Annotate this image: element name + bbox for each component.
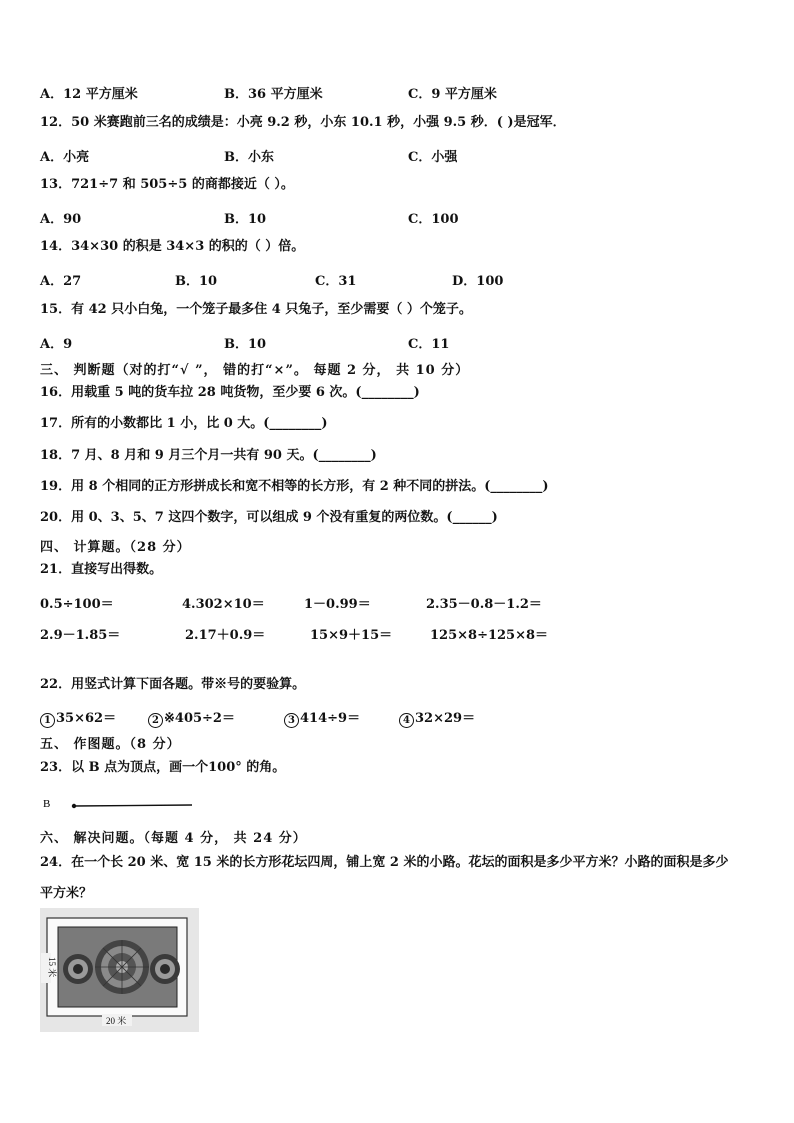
q21-row-1 [40,593,760,612]
question-18: 18．7 月、8 月和 9 月三个月一共有 90 天。(________) [40,448,377,463]
q11-option-b: B．36 平方厘米 [224,87,323,102]
circled-number: 3 [284,713,299,728]
q14-option-a: A．27 [40,274,82,289]
question-16: 16．用载重 5 吨的货车拉 28 吨货物，至少要 6 次。(________) [40,385,420,400]
q13-options [40,208,760,227]
width-label: 20 米 [106,1016,127,1026]
ray-label-b: B [43,798,51,810]
center-flower-circle [95,940,149,994]
question-13: 13．721÷7 和 505÷5 的商都接近（ ）。 [40,177,294,192]
question-22: 22．用竖式计算下面各题。带※号的要验算。 [40,677,306,692]
circled-number: 4 [399,713,414,728]
ray-diagram [40,793,200,813]
q22-items [40,707,760,726]
question-24-line-2: 平方米？ [40,886,93,901]
q22-item: 1 35×62＝ [40,707,116,728]
question-19: 19．用 8 个相同的正方形拼成长和宽不相等的长方形，有 2 种不同的拼法。(________) [40,479,549,494]
q14-option-c: C．31 [315,274,357,289]
q21-expr: 1－0.99＝ [304,597,371,612]
question-21: 21．直接写出得数。 [40,562,163,577]
section-3-heading: 三、 判断题（对的打“√ ”， 错的打“×”。 每题 2 分， 共 10 分） [40,363,470,378]
q15-option-c: C．11 [408,337,450,352]
q21-expr: 2.9－1.85＝ [40,628,121,643]
q13-option-b: B．10 [224,212,267,227]
q21-expr: 4.302×10＝ [182,597,265,612]
question-15: 15．有 42 只小白兔，一个笼子最多住 4 只兔子，至少需要（ ）个笼子。 [40,302,472,317]
q15-option-b: B．10 [224,337,267,352]
q11-option-a: A．12 平方厘米 [40,87,138,102]
question-24-line-1: 24．在一个长 20 米、宽 15 米的长方形花坛四周，铺上宽 2 米的小路。花坛的面积是多少平方米？小路的面积是多少 [40,855,729,870]
q14-option-b: B．10 [175,274,218,289]
q15-options [40,333,760,352]
question-14: 14．34×30 的积是 34×3 的积的（ ）倍。 [40,239,305,254]
circled-number: 1 [40,713,55,728]
q12-option-b: B．小东 [224,150,274,165]
section-6-heading: 六、 解决问题。（每题 4 分， 共 24 分） [40,831,307,846]
q22-item: 4 32×29＝ [399,707,475,728]
q21-expr: 15×9＋15＝ [310,628,393,643]
q22-item: 3 414÷9＝ [284,707,360,728]
q15-option-a: A．9 [40,337,73,352]
right-flower-circle [150,954,180,984]
question-17: 17．所有的小数都比 1 小，比 0 大。(________) [40,416,328,431]
section-5-heading: 五、 作图题。（8 分） [40,737,181,752]
q14-options [40,270,760,289]
q12-option-c: C．小强 [408,150,458,165]
q12-option-a: A．小亮 [40,150,90,165]
q11-options [40,83,760,102]
question-23: 23．以 B 点为顶点，画一个100° 的角。 [40,760,286,775]
question-20: 20．用 0、3、5、7 这四个数字，可以组成 9 个没有重复的两位数。(______) [40,510,498,525]
q22-item: 2 ※405÷2＝ [148,707,235,728]
q14-option-d: D．100 [452,274,504,289]
question-12: 12．50 米赛跑前三名的成绩是：小亮 9.2 秒，小东 10.1 秒，小强 9.5 秒．( )是冠军． [40,115,566,130]
q21-expr: 125×8÷125×8＝ [430,628,549,643]
section-4-heading: 四、 计算题。（28 分） [40,540,191,555]
flowerbed-figure [40,908,199,1032]
q13-option-a: A．90 [40,212,82,227]
circled-number: 2 [148,713,163,728]
left-flower-circle [63,954,93,984]
q12-options [40,146,760,165]
q11-option-c: C．9 平方厘米 [408,87,497,102]
height-label: 15 米 [47,957,57,978]
q13-option-c: C．100 [408,212,459,227]
q21-expr: 2.35－0.8－1.2＝ [426,597,542,612]
q21-expr: 2.17＋0.9＝ [185,628,266,643]
q21-expr: 0.5÷100＝ [40,597,114,612]
ray-line [74,805,192,806]
q21-row-2 [40,624,760,643]
